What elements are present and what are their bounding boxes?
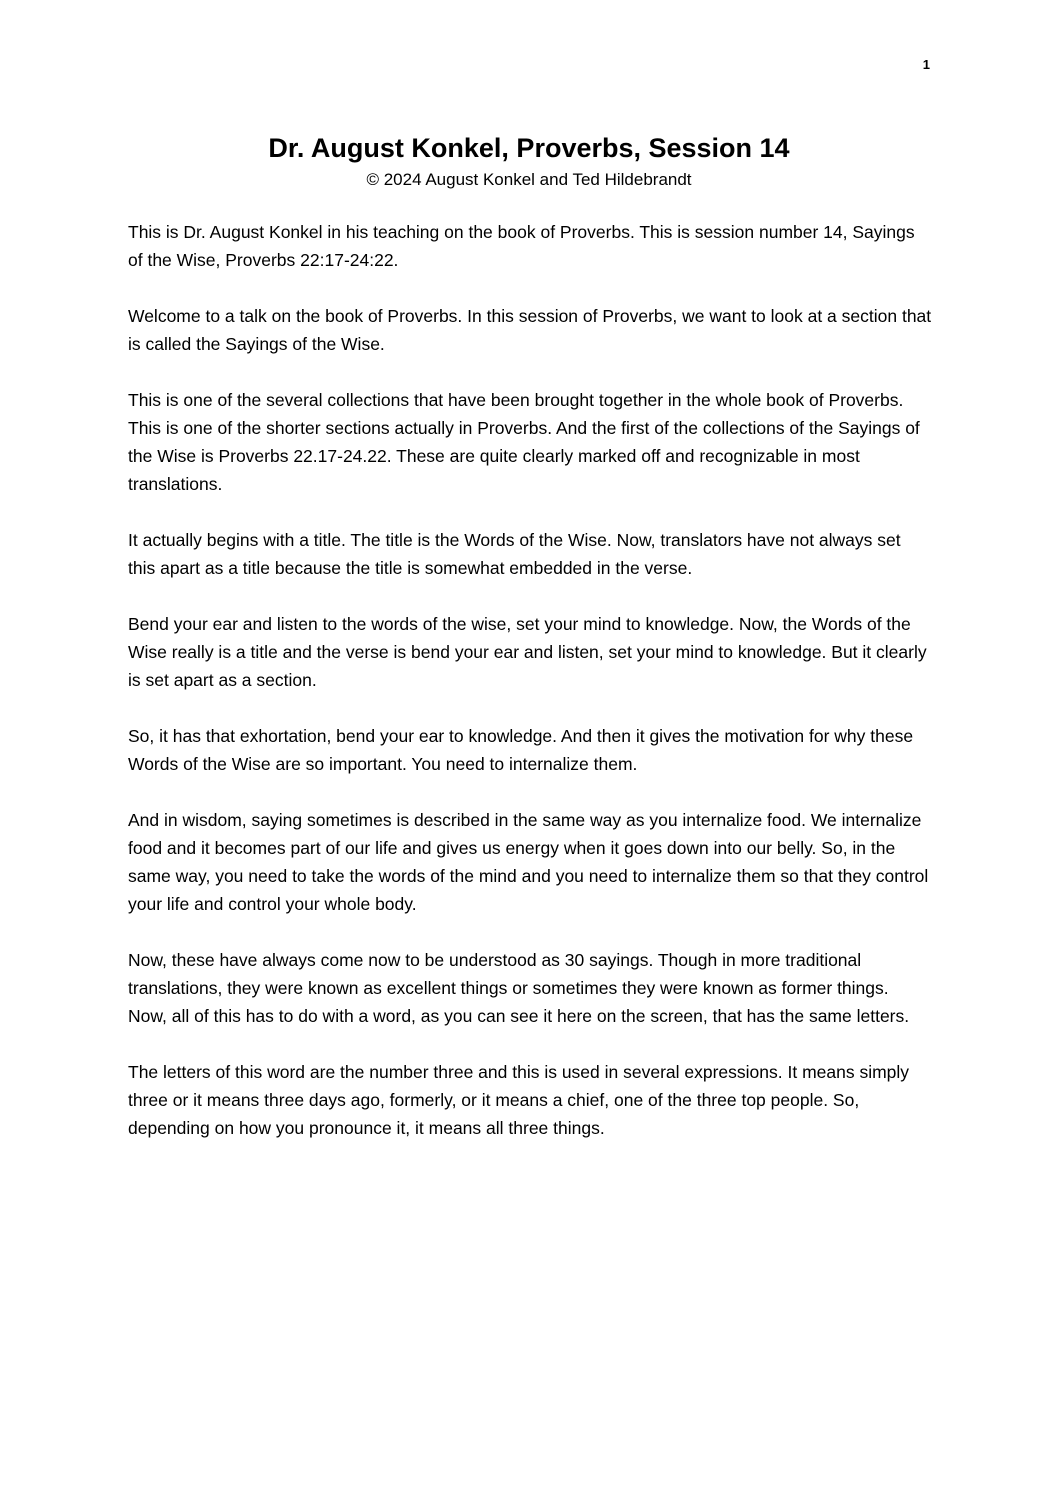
paragraph: Bend your ear and listen to the words of the wise, set your mind to knowledge. Now, the Words of the Wise really is a title and the verse is bend your ear and listen, set your mind to knowledge. But it clearly is set apart as a section.: [128, 614, 927, 691]
paragraph: So, it has that exhortation, bend your ear to knowledge. And then it gives the motivation for why these Words of the Wise are so important. You need to internalize them.: [128, 726, 914, 775]
document-header: [0, 0, 1058, 192]
paragraph: And in wisdom, saying sometimes is described in the same way as you internalize food. We internalize food and it becomes part of our life and gives us energy when it goes down into our belly. So, in the same way, you need to take the words of the mind and you need to internalize them so that they control your life and control your whole body.: [128, 810, 929, 915]
paragraph: The letters of this word are the number three and this is used in several expressions. It means simply three or it means three days ago, formerly, or it means a chief, one of the three top people. So, depending on how you pronounce it, it means all three things.: [128, 1062, 910, 1139]
paragraph: This is one of the several collections that have been brought together in the whole book of Proverbs. This is one of the shorter sections actually in Proverbs. And the first of the collections of the Sayings of the Wise is Proverbs 22.17-24.22. These are quite clearly marked off and recognizable in most translations.: [128, 390, 920, 495]
paragraph: Welcome to a talk on the book of Proverbs. In this session of Proverbs, we want to look at a section that is called the Sayings of the Wise.: [128, 306, 932, 355]
document-body: [128, 218, 932, 1142]
paragraph: This is Dr. August Konkel in his teaching on the book of Proverbs. This is session number 14, Sayings of the Wise, Proverbs 22:17-24:22.: [128, 222, 915, 271]
copyright-line: © 2024 August Konkel and Ted Hildebrandt: [366, 170, 692, 190]
page-number: 1: [922, 57, 930, 72]
document-title: Dr. August Konkel, Proverbs, Session 14: [268, 133, 790, 163]
paragraph: It actually begins with a title. The title is the Words of the Wise. Now, translators have not always set this apart as a title because the title is somewhat embedded in the verse.: [128, 530, 901, 579]
paragraph: Now, these have always come now to be understood as 30 sayings. Though in more traditional translations, they were known as excellent things or sometimes they were known as former things. Now, all of this has to do with a word, as you can see it here on the screen, that has the same letters.: [128, 950, 910, 1027]
